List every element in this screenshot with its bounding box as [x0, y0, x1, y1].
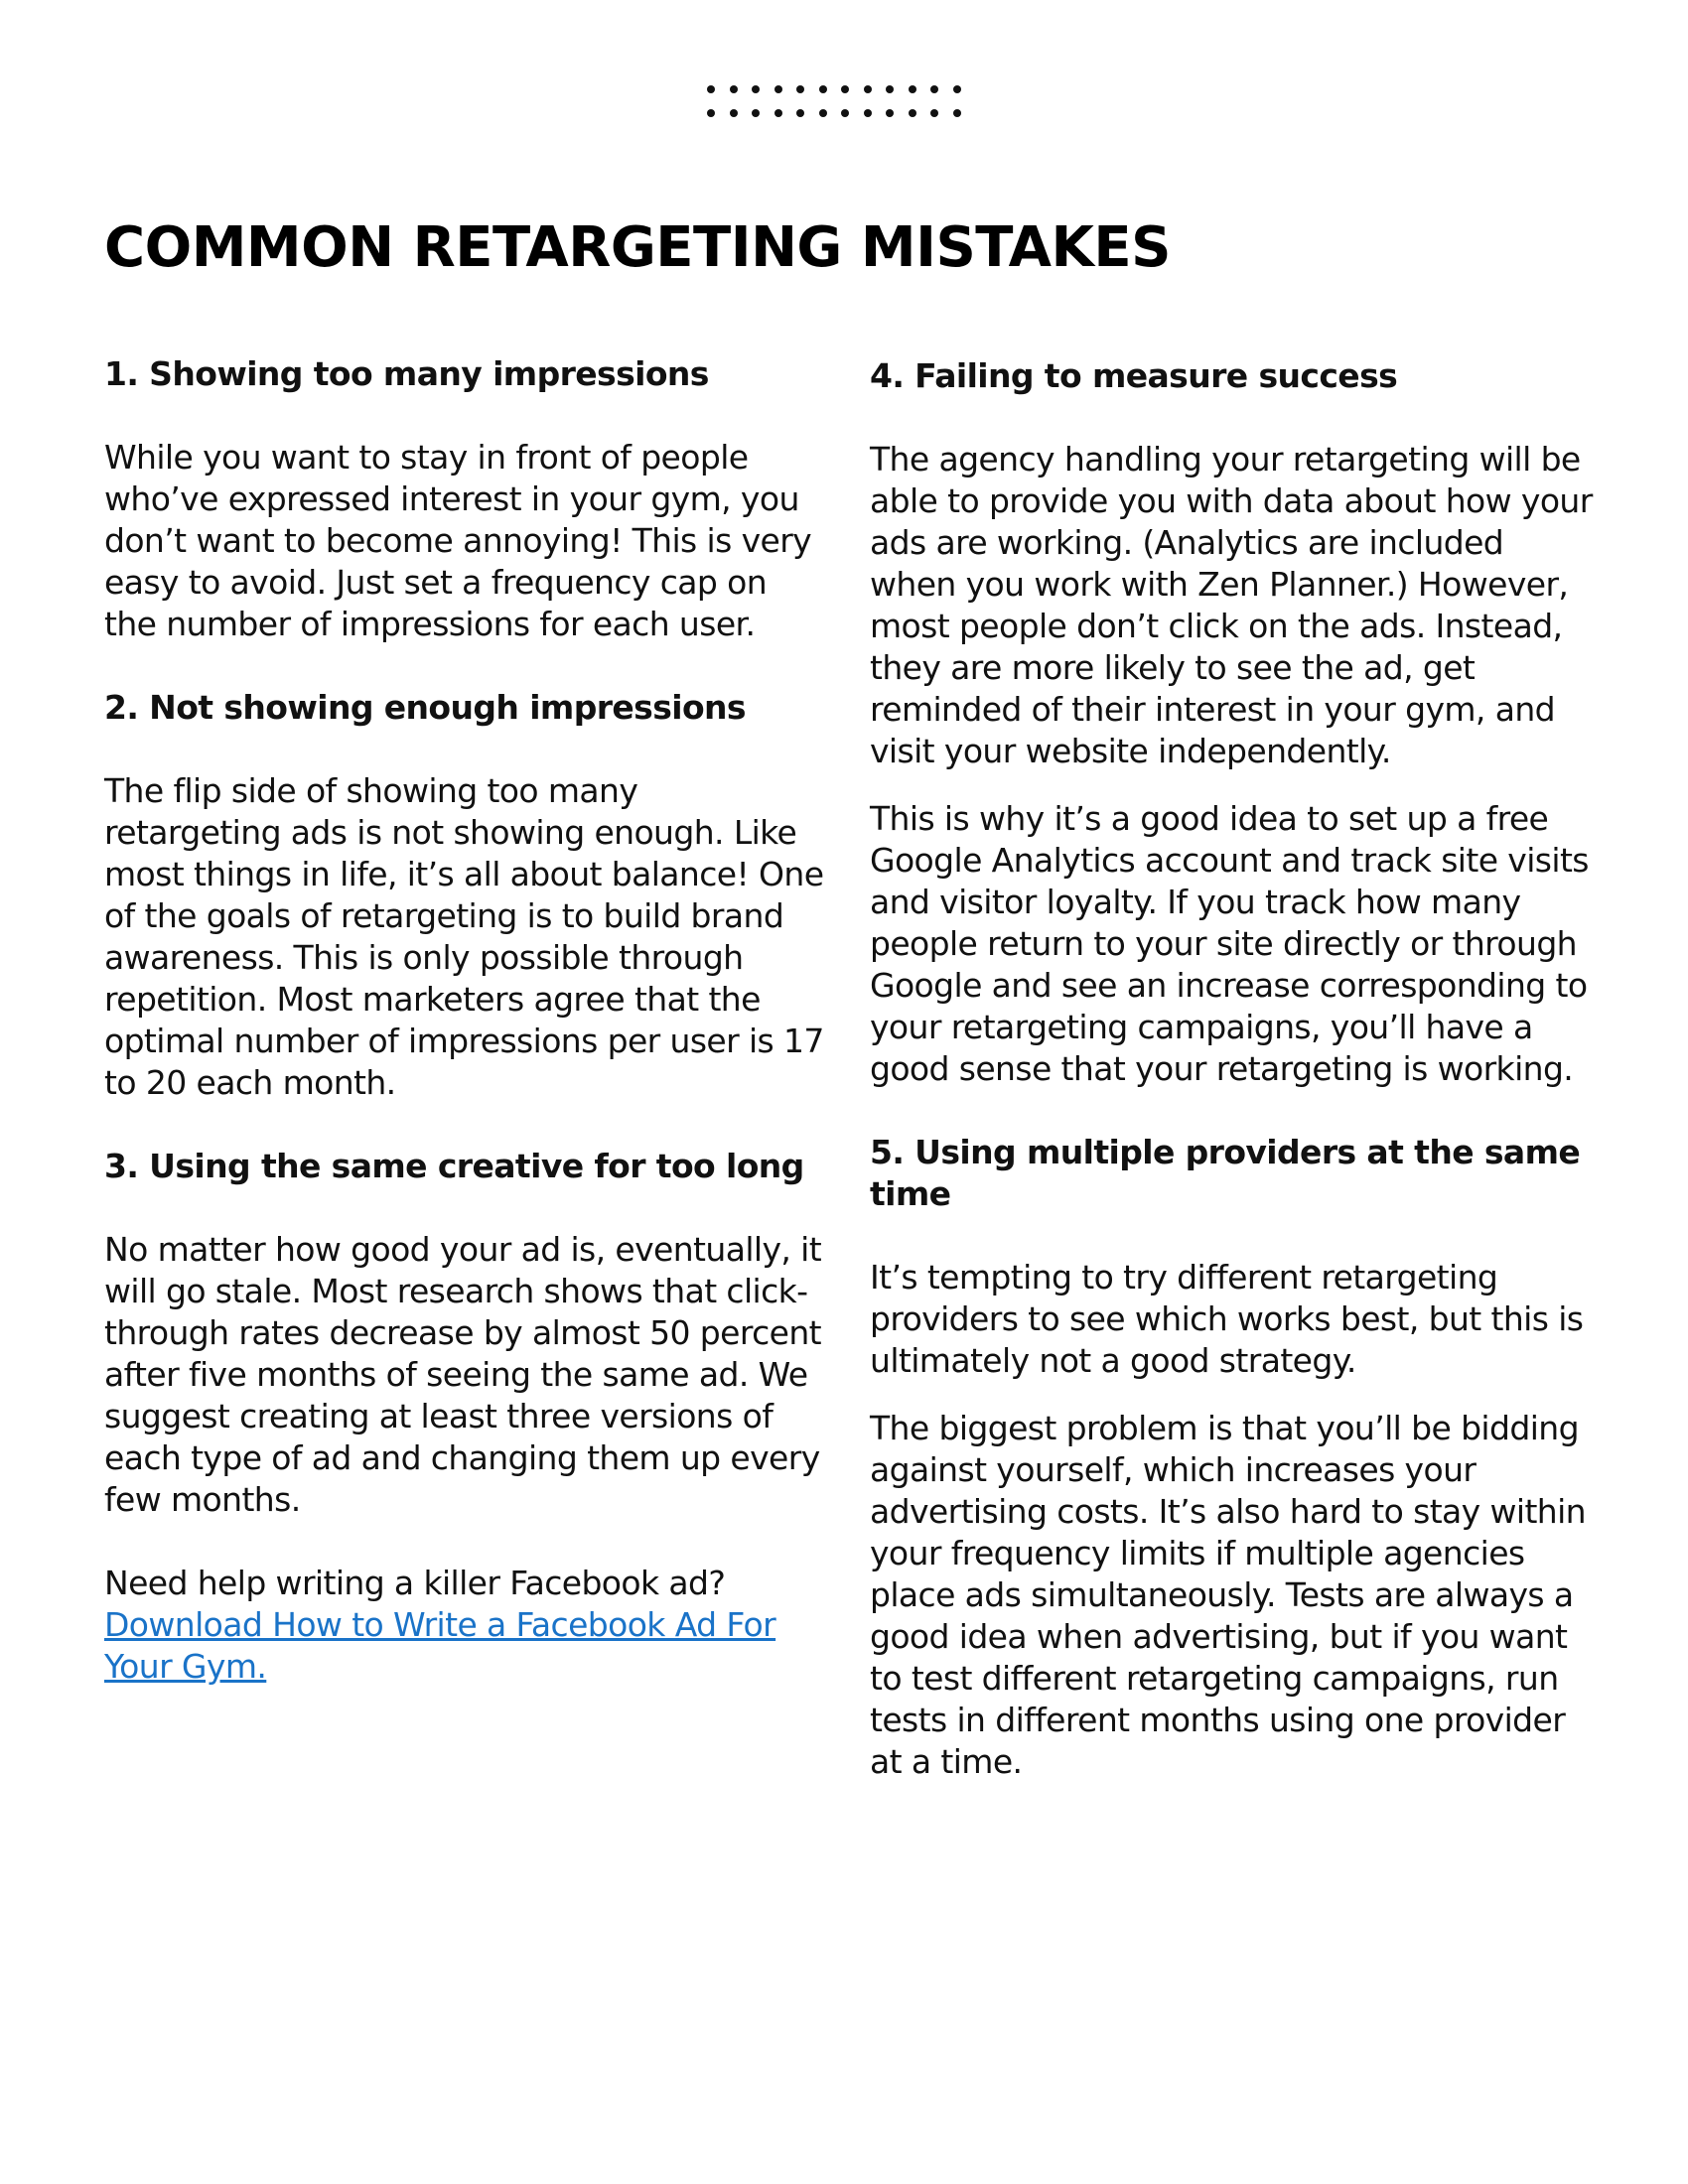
dot-grid-dot	[909, 85, 916, 93]
dot-grid-dot	[841, 85, 849, 93]
section-2-heading: 2. Not showing enough impressions	[104, 688, 746, 727]
left-column	[104, 353, 824, 1688]
dot-grid-dot	[752, 85, 760, 93]
dot-grid-dot	[930, 85, 938, 93]
dot-grid-dot	[730, 109, 738, 117]
dot-grid-dot	[841, 109, 849, 117]
page-title: COMMON RETARGETING MISTAKES	[104, 215, 1171, 280]
section-5-body-1: It’s tempting to try different retargeting providers to see which works best, but this is ultimately not a good strategy.	[870, 1258, 1584, 1380]
dot-grid-dot	[774, 85, 782, 93]
section-4-body-2: This is why it’s a good idea to set up a free Google Analytics account and track site visits and visitor loyalty. If you track how many people return to your site directly or through Google and see an increase corresponding to your retargeting campaigns, you’ll have a good sense that your retargeting is working.	[870, 799, 1589, 1088]
right-column	[870, 355, 1595, 1783]
dot-grid-dot	[909, 109, 916, 117]
dot-grid-dot	[707, 85, 715, 93]
dot-grid-dot	[774, 109, 782, 117]
section-1-heading: 1. Showing too many impressions	[104, 354, 709, 393]
dot-grid-dot	[930, 109, 938, 117]
dot-grid-dot	[864, 109, 872, 117]
dot-grid-dot	[796, 85, 804, 93]
section-5-heading: 5. Using multiple providers at the same time	[870, 1133, 1581, 1213]
section-2-body: The flip side of showing too many retargeting ads is not showing enough. Like most things in life, it’s all about balance! One of the goals of retargeting is to build brand awareness. This is only possible through repetition. Most marketers agree that the optimal number of impressions per user is 17 to 20 each month.	[104, 771, 824, 1102]
section-1-body: While you want to stay in front of people who’ve expressed interest in your gym, you don’t want to become annoying! This is very easy to avoid. Just set a frequency cap on the number of impressions for each user.	[104, 438, 812, 643]
section-3-body: No matter how good your ad is, eventually, it will go stale. Most research shows that click-through rates decrease by almost 50 percent after five months of seeing the same ad. We suggest creating at least three versions of each type of ad and changing them up every few months.	[104, 1230, 822, 1519]
dot-grid-dot	[707, 109, 715, 117]
cta-text: Need help writing a killer Facebook ad?	[104, 1564, 726, 1602]
cta-paragraph	[104, 1563, 824, 1688]
dot-grid-dot	[796, 109, 804, 117]
dot-grid-dot	[730, 85, 738, 93]
dot-grid-dot	[819, 85, 827, 93]
dot-grid-dot	[953, 109, 961, 117]
section-4-heading: 4. Failing to measure success	[870, 356, 1398, 395]
section-4-body-1: The agency handling your retargeting will be able to provide you with data about how your ads are working. (Analytics are included when you work with Zen Planner.) However, most people don’t click on the ads. Instead, they are more likely to see the ad, get reminded of their interest in your gym, and visit your website independently.	[870, 440, 1593, 770]
section-5-body-2: The biggest problem is that you’ll be bidding against yourself, which increases your advertising costs. It’s also hard to stay within your frequency limits if multiple agencies place ads simultaneously. Tests are always a good idea when advertising, but if you want to test different retargeting campaigns, run tests in different months using one provider at a time.	[870, 1409, 1586, 1781]
dot-grid-dot	[886, 85, 894, 93]
dot-grid-dot	[819, 109, 827, 117]
dot-grid-icon	[707, 85, 975, 121]
section-3-heading: 3. Using the same creative for too long	[104, 1147, 804, 1185]
dot-grid-dot	[752, 109, 760, 117]
download-facebook-ad-link[interactable]: Download How to Write a Facebook Ad For Your Gym.	[104, 1605, 776, 1686]
dot-grid-dot	[864, 85, 872, 93]
dot-grid-dot	[886, 109, 894, 117]
dot-grid-dot	[953, 85, 961, 93]
